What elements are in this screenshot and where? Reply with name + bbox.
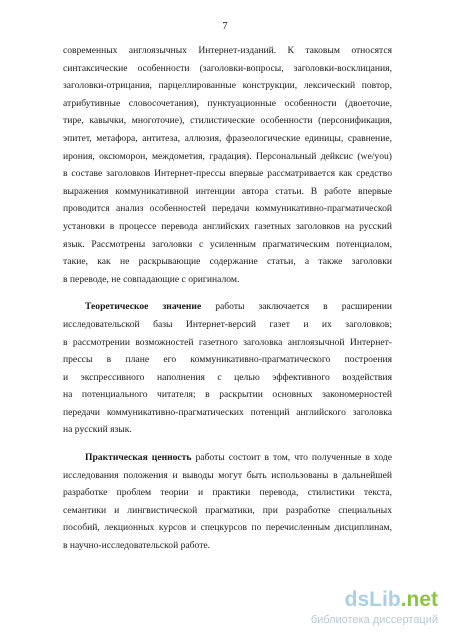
text-line <box>63 298 392 316</box>
text-line: разработке проблем теории и практики перевода, стилистики текста, <box>63 487 392 499</box>
body-text <box>63 42 392 555</box>
text-line: проводится анализ особенностей передачи коммуникативно-прагматической <box>63 203 392 215</box>
watermark-brand-name: dsLib <box>344 588 401 611</box>
text-line: заголовки-отрицания, парцеллированные конструкции, лексический повтор, <box>63 80 392 92</box>
text-line: в переводе, не совпадающие с оригиналом. <box>63 273 240 285</box>
paragraph-practical-value <box>63 449 392 555</box>
watermark-tagline: библиотека диссертаций <box>310 614 438 626</box>
text-line: язык. Рассмотрены заголовки с усиленным прагматическим потенциалом, <box>63 238 392 250</box>
text-line <box>63 449 392 467</box>
paragraph-novelty-continued <box>63 42 392 288</box>
text-line: тире, кавычки, многоточие), стилистические особенности (персонификация, <box>63 115 392 127</box>
text-line: в рассмотрении возможностей газетного заголовка англоязычной Интернет- <box>63 336 392 348</box>
dslib-watermark <box>292 588 442 630</box>
text-line: семантики и лингвистической прагматики, при разработке специальных <box>63 504 392 516</box>
theoretical-significance-heading: Теоретическое значение <box>85 301 202 313</box>
text-line: исследования положения и выводы могут быть использованы в дальнейшей <box>63 469 392 481</box>
watermark-brand-domain: .net <box>400 588 438 611</box>
text-line: атрибутивные словосочетания), пунктуационные особенности (двоеточие, <box>63 97 392 109</box>
text-line: установки в процессе перевода английских газетных заголовков на русский <box>63 220 392 232</box>
text-line: в научно-исследовательской работе. <box>63 540 211 552</box>
page-number: 7 <box>222 20 228 32</box>
text-line: в составе заголовков Интернет-прессы впервые рассматривается как средство <box>63 168 392 180</box>
text-line: передачи коммуникативно-прагматических потенций английского заголовка <box>63 406 392 418</box>
text-line: на потенциального читателя; в раскрытии основных закономерностей <box>63 389 392 401</box>
text-line: на русский язык. <box>63 424 132 436</box>
text-line: ирония, оксюморон, междометия, градация). Персональный дейксис (we/you) <box>63 150 392 162</box>
watermark-brand <box>345 588 438 612</box>
text-line: и экспрессивного наполнения с целью эффективного воздействия <box>63 371 392 383</box>
practical-value-heading: Практическая ценность <box>85 452 192 464</box>
text-run: работы заключается в расширении <box>215 301 392 313</box>
paragraph-theoretical-significance <box>63 298 392 439</box>
text-run: работы состоит в том, что полученные в ходе <box>195 452 392 464</box>
text-line: исследовательской базы Интернет-версий газет и их заголовков; <box>63 318 392 330</box>
text-line: выражения коммуникативной интенции автора статьи. В работе впервые <box>63 185 392 197</box>
text-line: эпитет, метафора, антитеза, аллюзия, фразеологические единицы, сравнение, <box>63 132 392 144</box>
text-line: такие, как не раскрывающие содержание статьи, а также заголовки <box>63 256 392 268</box>
text-line: прессы в плане его коммуникативно-прагматического построения <box>63 354 392 366</box>
text-line: современных англоязычных Интернет-изданий. К таковым относятся <box>63 45 392 56</box>
text-line: синтаксические особенности (заголовки-вопросы, заголовки-восклицания, <box>63 62 392 74</box>
text-line: пособий, лекционных курсов и спецкурсов по перечисленным дисциплинам, <box>63 522 392 534</box>
